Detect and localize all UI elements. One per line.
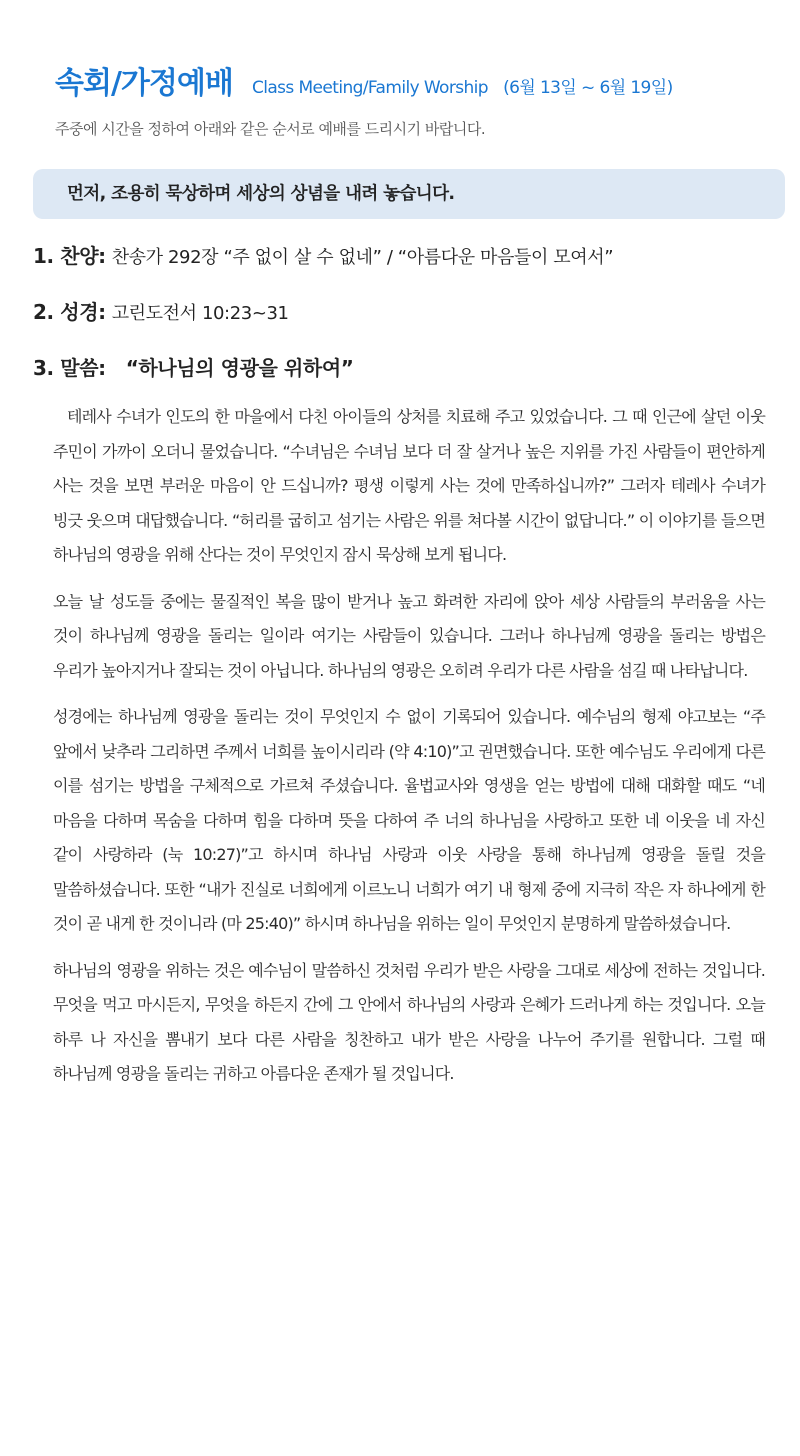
- page-header: [55, 58, 673, 102]
- page-title-english: Class Meeting/Family Worship: [251, 78, 488, 98]
- meditation-banner: 먼저, 조용히 묵상하며 세상의 상념을 내려 놓습니다.: [33, 169, 785, 219]
- order-item-hymn: [33, 240, 613, 269]
- order-item-scripture: [33, 296, 289, 325]
- sermon-paragraph: 테레사 수녀가 인도의 한 마을에서 다친 아이들의 상처를 치료해 주고 있었습니다. 그 때 인근에 살던 이웃 주민이 가까이 오더니 물었습니다. “수녀님은 수녀님 보다 더 잘 살거나 높은 지위를 가진 사람들이 편안하게 사는 것을 보면 부러운 마음이 안 드십니까? 평생 이렇게 사는 것에 만족하십니까?” 그러자 테레사 수녀가 빙긋 웃으며 대답했습니다. “허리를 굽히고 섬기는 사람은 위를 쳐다볼 시간이 없답니다.” 이 이야기를 들으면 하나님의 영광을 위해 산다는 것이 무엇인지 잠시 묵상해 보게 됩니다.: [53, 407, 765, 564]
- order-item-label: 2. 성경:: [33, 300, 106, 324]
- page-subtitle: 주중에 시간을 정하여 아래와 같은 순서로 예배를 드리시기 바랍니다.: [55, 120, 486, 138]
- order-item-sermon: [33, 352, 354, 381]
- date-range: (6월 13일 ~ 6월 19일): [503, 78, 673, 98]
- order-item-value: 찬송가 292장 “주 없이 살 수 없네” / “아름다운 마음들이 모여서”: [111, 247, 614, 268]
- order-item-label: 3. 말씀:: [33, 356, 106, 380]
- page-title: 속회/가정예배: [55, 66, 233, 101]
- sermon-paragraph: 하나님의 영광을 위하는 것은 예수님이 말씀하신 것처럼 우리가 받은 사랑을 그대로 세상에 전하는 것입니다. 무엇을 먹고 마시든지, 무엇을 하든지 간에 그 안에서 하나님의 사랑과 은혜가 드러나게 하는 것입니다. 오늘 하루 나 자신을 뽐내기 보다 다른 사람을 칭찬하고 내가 받은 사랑을 나누어 주기를 원합니다. 그럴 때 하나님께 영광을 돌리는 귀하고 아름다운 존재가 될 것입니다.: [53, 960, 765, 1083]
- sermon-paragraph: 오늘 날 성도들 중에는 물질적인 복을 많이 받거나 높고 화려한 자리에 앉아 세상 사람들의 부러움을 사는 것이 하나님께 영광을 돌리는 일이라 여기는 사람들이 있습니다. 그러나 하나님께 영광을 돌리는 방법은 우리가 높아지거나 잘되는 것이 아닙니다. 하나님의 영광은 오히려 우리가 다른 사람을 섬길 때 나타납니다.: [53, 591, 765, 680]
- sermon-title: “하나님의 영광을 위하여”: [125, 356, 354, 380]
- order-item-label: 1. 찬양:: [33, 244, 106, 268]
- sermon-body: [53, 400, 765, 1104]
- order-item-value: 고린도전서 10:23~31: [111, 303, 289, 324]
- sermon-paragraph: 성경에는 하나님께 영광을 돌리는 것이 무엇인지 수 없이 기록되어 있습니다. 예수님의 형제 야고보는 “주 앞에서 낮추라 그리하면 주께서 너희를 높이시리라 (약 4:10)”고 권면했습니다. 또한 예수님도 우리에게 다른 이를 섬기는 방법을 구체적으로 가르쳐 주셨습니다. 율법교사와 영생을 얻는 방법에 대해 대화할 때도 “네 마음을 다하며 목숨을 다하며 힘을 다하며 뜻을 다하여 주 너의 하나님을 사랑하고 또한 네 이웃을 네 자신 같이 사랑하라 (눅 10:27)”고 하시며 하나님 사랑과 이웃 사랑을 통해 하나님께 영광을 돌릴 것을 말씀하셨습니다. 또한 “내가 진실로 너희에게 이르노니 너희가 여기 내 형제 중에 지극히 작은 자 하나에게 한 것이 곧 내게 한 것이니라 (마 25:40)” 하시며 하나님을 위하는 일이 무엇인지 분명하게 말씀하셨습니다.: [53, 707, 765, 933]
